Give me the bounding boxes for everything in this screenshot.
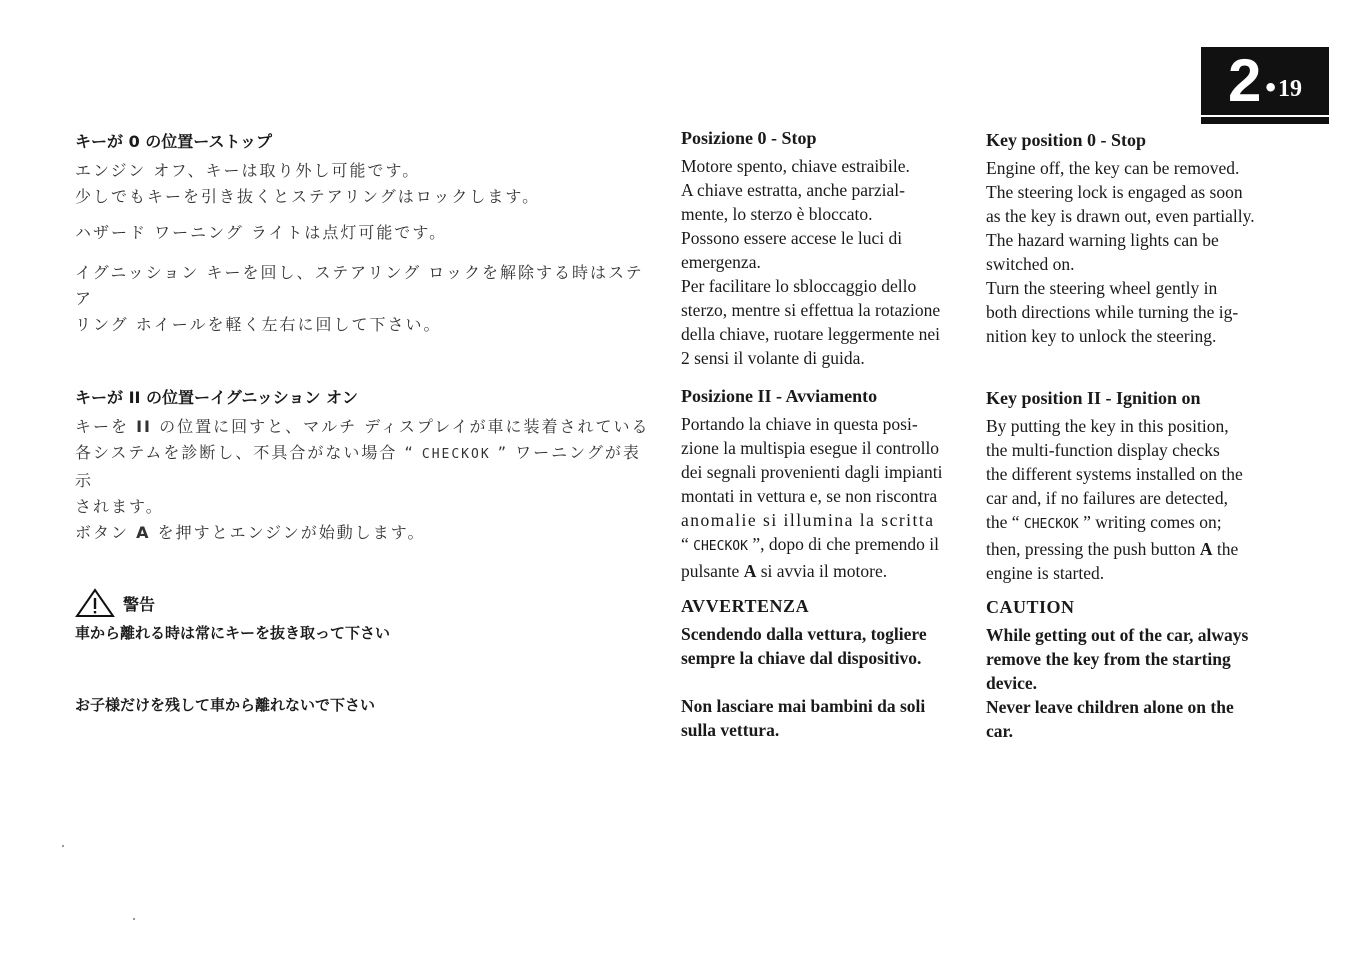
en-line: the different systems installed on the [986, 464, 1243, 484]
en-line: as the key is drawn out, even partially. [986, 206, 1255, 226]
ja-line: リング ホイールを軽く左右に回して下さい。 [75, 315, 442, 334]
en-heading-key-2: Key position II - Ignition on [986, 388, 1201, 408]
warning-triangle-icon [75, 588, 115, 618]
ja-warning-line: 車から離れる時は常にキーを抜き取って下さい [75, 624, 391, 642]
ja-line: イグニッション キーを回し、ステアリング ロックを解除する時はステア [75, 263, 644, 308]
it-heading-key-2: Posizione II - Avviamento [681, 386, 878, 406]
en-line: the multi-function display checks [986, 440, 1220, 460]
en-line: The hazard warning lights can be [986, 230, 1219, 250]
ja-line: されます。 [75, 497, 164, 516]
en-warning-line: car. [986, 721, 1014, 741]
it-line: Portando la chiave in questa posi- [681, 414, 918, 434]
ja-line [75, 246, 655, 260]
it-warning-line: Scendendo dalla vettura, togliere [681, 624, 927, 644]
it-heading-key-0: Posizione 0 - Stop [681, 128, 817, 148]
it-line: Motore spento, chiave estraibile. [681, 156, 910, 176]
it-warning-block [681, 594, 961, 742]
en-line: nition key to unlock the steering. [986, 326, 1217, 346]
it-line: mente, lo sterzo è bloccato. [681, 204, 873, 224]
it-line: pulsante A si avvia il motore. [681, 561, 888, 581]
ja-line: ボタン A を押すとエンジンが始動します。 [75, 523, 426, 542]
en-line: both directions while turning the ig- [986, 302, 1239, 322]
en-line: Turn the steering wheel gently in [986, 278, 1218, 298]
it-warning-line: sempre la chiave dal dispositivo. [681, 648, 922, 668]
en-warning-line: While getting out of the car, always [986, 625, 1249, 645]
badge-underline [1201, 117, 1329, 124]
it-line: 2 sensi il volante di guida. [681, 348, 865, 368]
en-line: switched on. [986, 254, 1075, 274]
en-line: engine is started. [986, 563, 1105, 583]
ja-warning-header [75, 588, 655, 618]
en-line: The steering lock is engaged as soon [986, 182, 1243, 202]
it-line: emergenza. [681, 252, 761, 272]
it-line: Per facilitare lo sbloccaggio dello [681, 276, 917, 296]
en-warning-line: device. [986, 673, 1038, 693]
en-heading-key-0: Key position 0 - Stop [986, 130, 1147, 150]
ja-section-key-0 [75, 130, 655, 338]
en-warning-line: Never leave children alone on the [986, 697, 1234, 717]
ja-warning-title: 警告 [123, 594, 156, 614]
en-warning-block [986, 595, 1265, 743]
it-warning-title: AVVERTENZA [681, 596, 810, 616]
ja-line: ハザード ワーニング ライトは点灯可能です。 [75, 223, 448, 242]
ja-line: 各システムを診断し、不具合がない場合 “ CHECKOK ” ワーニングが表示 [75, 443, 641, 490]
page-number-badge [1201, 47, 1329, 115]
ja-heading-key-2: キーが II の位置ーイグニッション オン [75, 388, 359, 407]
spacer [681, 670, 961, 694]
it-line: della chiave, ruotare leggermente nei [681, 324, 940, 344]
it-line: dei segnali provenienti dagli impianti [681, 462, 943, 482]
ja-warning-block [75, 588, 655, 718]
badge-dot: • [1265, 71, 1276, 104]
it-line: “ CHECKOK ”, dopo di che premendo il [681, 534, 939, 554]
ja-warning-line: お子様だけを残して車から離れないで下さい [75, 696, 376, 714]
it-line: anomalie si illumina la scritta [681, 510, 935, 530]
it-line: zione la multispia esegue il controllo [681, 438, 940, 458]
scan-speck [133, 918, 135, 920]
ja-line [75, 210, 655, 220]
chapter-number: 2 [1228, 47, 1262, 114]
en-section-key-2 [986, 386, 1265, 585]
ja-section-key-2 [75, 386, 655, 546]
it-section-key-0 [681, 126, 961, 370]
ja-line: キーを II の位置に回すと、マルチ ディスプレイが車に装着されている [75, 417, 650, 436]
it-line: Possono essere accese le luci di [681, 228, 903, 248]
en-line: Engine off, the key can be removed. [986, 158, 1240, 178]
page-number: 19 [1277, 76, 1302, 102]
it-warning-line: sulla vettura. [681, 720, 780, 740]
scan-speck [62, 845, 64, 847]
en-warning-title: CAUTION [986, 597, 1075, 617]
it-line: montati in vettura e, se non riscontra [681, 486, 938, 506]
it-warning-line: Non lasciare mai bambini da soli [681, 696, 926, 716]
en-warning-line: remove the key from the starting [986, 649, 1231, 669]
en-line: car and, if no failures are detected, [986, 488, 1228, 508]
it-line: A chiave estratta, anche parzial- [681, 180, 905, 200]
it-section-key-2 [681, 384, 961, 583]
it-line: sterzo, mentre si effettua la rotazione [681, 300, 941, 320]
ja-line: エンジン オフ、キーは取り外し可能です。 [75, 161, 421, 180]
en-line: then, pressing the push button A the [986, 539, 1239, 559]
ja-line: 少しでもキーを引き抜くとステアリングはロックします。 [75, 187, 541, 206]
en-line: By putting the key in this position, [986, 416, 1229, 436]
en-line: the “ CHECKOK ” writing comes on; [986, 512, 1222, 532]
ja-heading-key-0: キーが 0 の位置ーストップ [75, 132, 272, 151]
en-section-key-0 [986, 128, 1265, 348]
